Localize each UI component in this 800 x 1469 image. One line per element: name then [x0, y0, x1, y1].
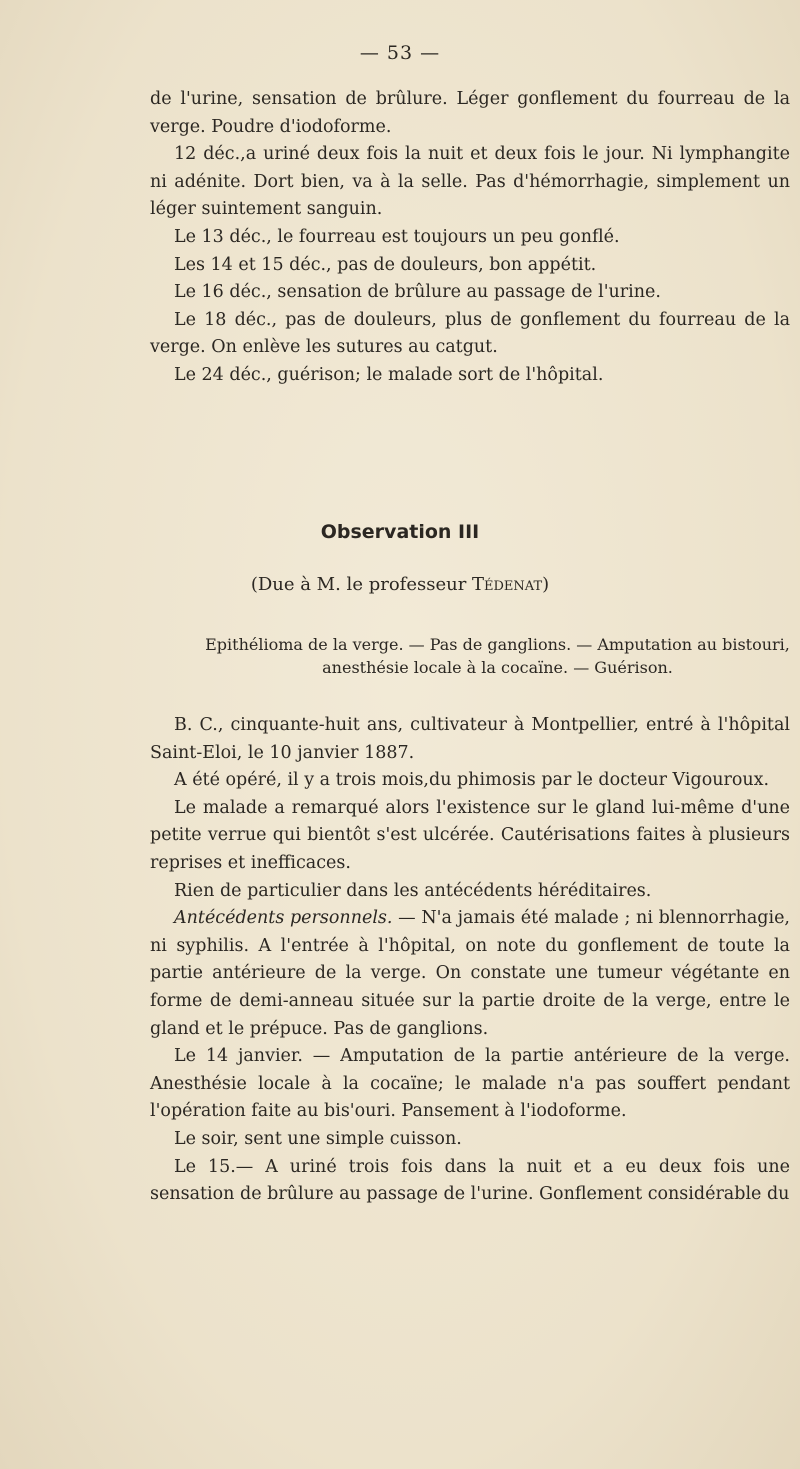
paragraph: Les 14 et 15 déc., pas de douleurs, bon appétit.: [174, 254, 597, 275]
paragraph: Le malade a remarqué alors l'existence sur le gland lui-même d'une petite verrue qui bientôt s'est ulcérée. Cautérisations faites à plusieurs reprises et inefficaces.: [150, 797, 790, 873]
paragraph: [150, 905, 790, 1043]
paragraph: 12 déc.,a uriné deux fois la nuit et deux fois le jour. Ni lymphangite ni adénite. Dort bien, va à la selle. Pas d'hémorrhagie, simplement un léger suintement sanguin.: [150, 144, 790, 220]
observation-summary: [205, 633, 790, 679]
summary-line: anesthésie locale à la cocaïne. — Guérison.: [322, 658, 673, 677]
observation-body: [150, 712, 790, 1209]
paragraph: Le 13 déc., le fourreau est toujours un peu gonflé.: [174, 226, 620, 247]
observation-title: Observation III: [320, 521, 480, 543]
paragraph: Le 14 janvier. — Amputation de la partie antérieure de la verge. Anesthésie locale à la cocaïne; le malade n'a pas souffert pendant l'opération faite au bis'ouri. Pansement à l'iodoforme.: [150, 1046, 790, 1122]
paragraph: Le 16 déc., sensation de brûlure au passage de l'urine.: [174, 282, 661, 303]
summary-line: Epithélioma de la verge. — Pas de ganglions. — Amputation au bistouri,: [205, 635, 790, 654]
continued-section: [150, 86, 790, 390]
source-prefix: (Due à M. le professeur: [250, 574, 473, 595]
paragraph: Le 24 déc., guérison; le malade sort de l'hôpital.: [174, 364, 604, 385]
paragraph: Rien de particulier dans les antécédents héréditaires.: [174, 880, 652, 901]
paragraph: Le 18 déc., pas de douleurs, plus de gonflement du fourreau de la verge. On enlève les sutures au catgut.: [150, 309, 790, 358]
source-name: Tédenat: [472, 574, 543, 595]
italic-lead: Antécédents personnels.: [174, 908, 393, 929]
paragraph: Le 15.— A uriné trois fois dans la nuit et a eu deux fois une sensation de brûlure au passage de l'urine. Gonflement considérable du: [150, 1156, 790, 1205]
paragraph-text: — N'a jamais été malade ; ni blennorrhagie, ni syphilis. A l'entrée à l'hôpital, on note du gonflement de toute la partie antérieure de la verge. On constate une tumeur végétante en forme de demi-anneau située sur la partie droite de la verge, entre le gland et le prépuce. Pas de ganglions.: [150, 908, 790, 1039]
paragraph: de l'urine, sensation de brûlure. Léger gonflement du fourreau de la verge. Poudre d'iodoforme.: [150, 89, 790, 137]
observation-source: [0, 574, 800, 595]
source-suffix: ): [542, 574, 550, 595]
paragraph: B. C., cinquante-huit ans, cultivateur à Montpellier, entré à l'hôpital Saint-Eloi, le 10 janvier 1887.: [150, 715, 790, 763]
page-number: — 53 —: [359, 42, 441, 64]
paragraph: A été opéré, il y a trois mois,du phimosis par le docteur Vigouroux.: [174, 770, 770, 791]
paragraph: Le soir, sent une simple cuisson.: [174, 1128, 462, 1149]
